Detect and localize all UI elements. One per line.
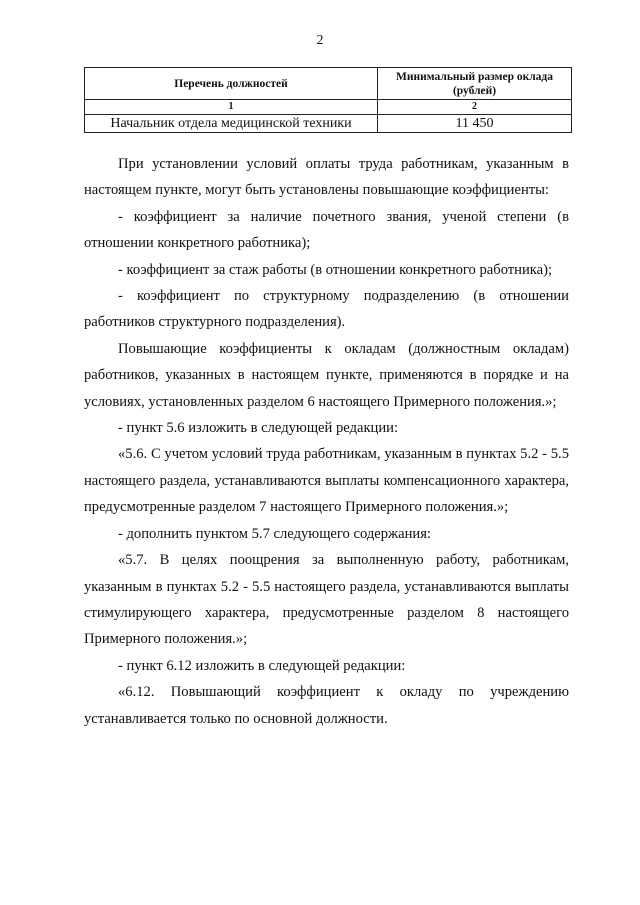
paragraph: «6.12. Повышающий коэффициент к окладу по учреждению устанавливается только по основной должности. bbox=[84, 684, 569, 727]
paragraph: Повышающие коэффициенты к окладам (должностным окладам) работников, указанных в настоящем пункте, применяются в порядке и на условиях, установленных разделом 6 настоящего Примерного положения.»; bbox=[84, 340, 569, 410]
paragraph: «5.6. С учетом условий труда работникам, указанным в пунктах 5.2 - 5.5 настоящего раздела, устанавливаются выплаты компенсационного характера, предусмотренные разделом 7 настоящего Примерного положения.»; bbox=[84, 446, 569, 516]
table-header-row bbox=[85, 68, 572, 100]
table-header-positions: Перечень должностей bbox=[85, 68, 378, 100]
column-index-1: 1 bbox=[85, 100, 378, 115]
paragraph: - пункт 5.6 изложить в следующей редакции: bbox=[118, 420, 399, 437]
document-body bbox=[84, 151, 569, 732]
position-name-cell: Начальник отдела медицинской техники bbox=[85, 115, 378, 133]
column-index-2: 2 bbox=[378, 100, 572, 115]
paragraph: - дополнить пунктом 5.7 следующего содержания: bbox=[118, 525, 431, 542]
table-header-min-salary: Минимальный размер оклада (рублей) bbox=[378, 68, 572, 100]
paragraph: - коэффициент за стаж работы (в отношении конкретного работника); bbox=[118, 261, 553, 278]
paragraph: - пункт 6.12 изложить в следующей редакции: bbox=[118, 657, 406, 674]
salary-cell: 11 450 bbox=[378, 115, 572, 133]
paragraph: - коэффициент за наличие почетного звания, ученой степени (в отношении конкретного работника); bbox=[84, 208, 569, 252]
page-number: 2 bbox=[316, 33, 324, 48]
paragraph: При установлении условий оплаты труда работникам, указанным в настоящем пункте, могут быть установлены повышающие коэффициенты: bbox=[84, 156, 569, 199]
table-column-index-row bbox=[85, 100, 572, 115]
paragraph: «5.7. В целях поощрения за выполненную работу, работникам, указанным в пунктах 5.2 - 5.5 настоящего раздела, устанавливаются выплаты стимулирующего характера, предусмотренные разделом 8 настоящего Примерного положения.»; bbox=[84, 552, 569, 648]
positions-salary-table bbox=[84, 67, 572, 133]
table-row bbox=[85, 115, 572, 133]
paragraph: - коэффициент по структурному подразделению (в отношении работников структурного подразделения). bbox=[84, 288, 569, 331]
